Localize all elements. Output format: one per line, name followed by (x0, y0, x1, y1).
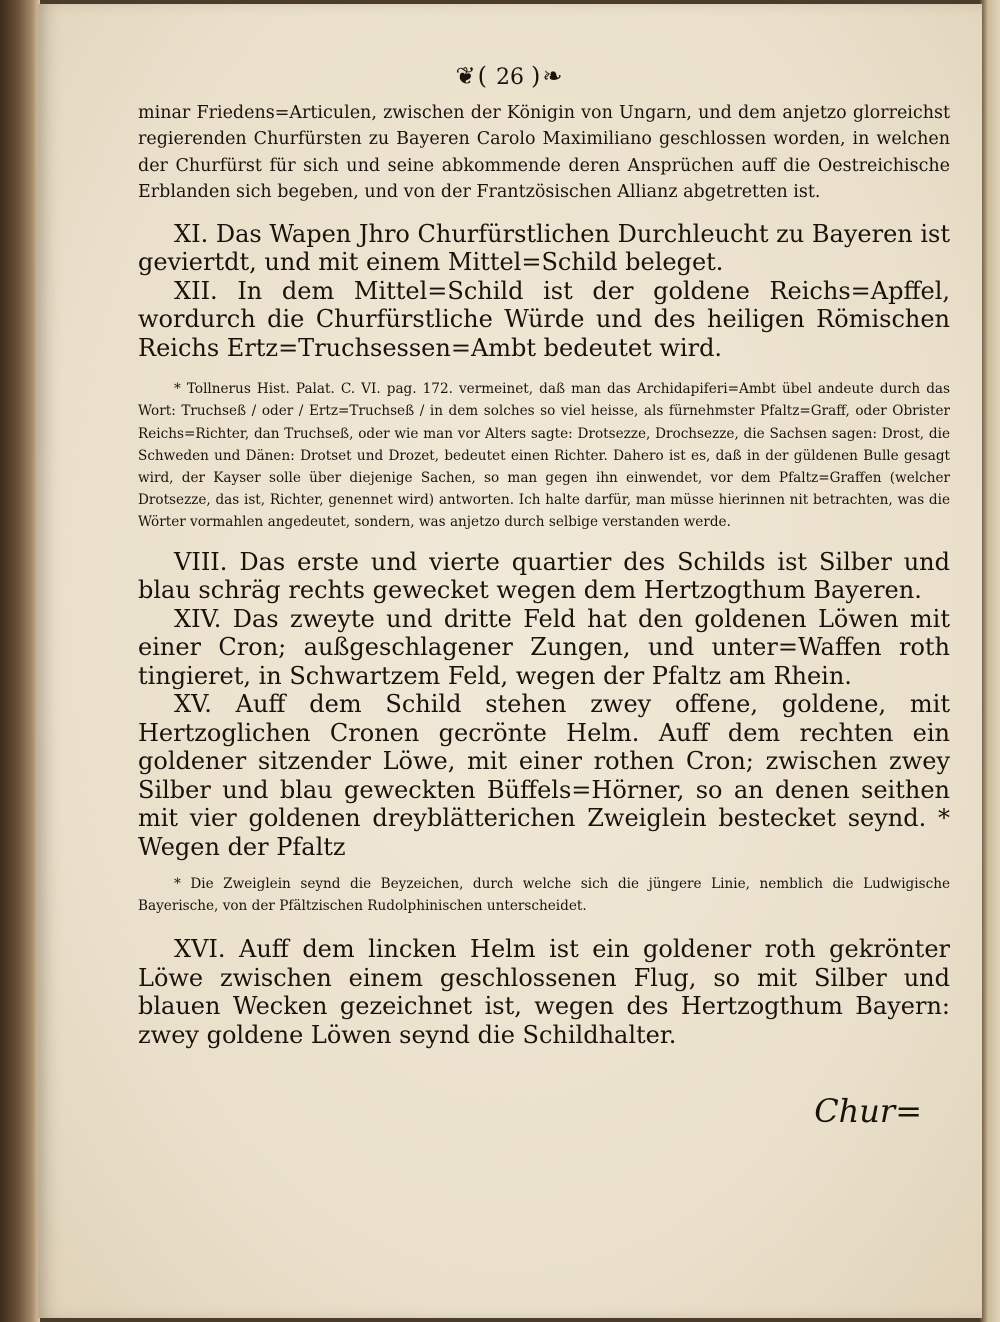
footnote-zweiglein: * Die Zweiglein seynd die Beyzeichen, durch welche sich die jüngere Linie, nemblich die Ludwigische Bayerische, von der Pfältzischen Rudolphinischen unterscheidet. (138, 876, 950, 915)
paragraph-xv: XV. Auff dem Schild stehen zwey offene, goldene, mit Hertzoglichen Cronen gecrönte Helm. Auff dem rechten ein goldener sitzender Löwe, mit einer rothen Cron; zwischen zwey Silber und blau geweckten Büffels=Hörner, so an denen seithen mit vier goldenen dreyblätterichen Zweiglein bestecket seynd. * Wegen der Pfaltz (138, 690, 950, 861)
document-page (38, 4, 982, 1318)
paragraph-viii: VIII. Das erste und vierte quartier des Schilds ist Silber und blau schräg rechts gewecket wegen dem Hertzogthum Bayeren. (138, 547, 950, 605)
book-binding (0, 0, 40, 1322)
paragraph-xvi: XVI. Auff dem lincken Helm ist ein goldener roth gekrönter Löwe zwischen einem geschlossenen Flug, so mit Silber und blauen Wecken gezeichnet ist, wegen des Hertzogthum Bayern: zwey goldene Löwen seynd die Schildhalter. (138, 935, 950, 1049)
paragraph-xiv: XIV. Das zweyte und dritte Feld hat den goldenen Löwen mit einer Cron; außgeschlagener Zungen, und unter=Waffen roth tingieret, in Schwartzem Feld, wegen der Pfaltz am Rhein. (138, 604, 950, 690)
paragraph-xi: XI. Das Wapen Jhro Churfürstlichen Durchleucht zu Bayeren ist geviertdt, und mit einem Mittel=Schild beleget. (138, 219, 950, 277)
paragraph-xii: XII. In dem Mittel=Schild ist der goldene Reichs=Apffel, wordurch die Churfürstliche Würde und des heiligen Römischen Reichs Ertz=Truchsessen=Ambt bedeutet wird. (138, 276, 950, 362)
page-header (38, 62, 982, 90)
paragraph-intro: minar Friedens=Articulen, zwischen der Königin von Ungarn, und dem anjetzo glorreichst regierenden Churfürsten zu Bayeren Carolo Maximiliano geschlossen worden, in welchen der Churfürst für sich und seine abkommende deren Ansprüchen auff die Oestreichische Erblanden sich begeben, und von der Frantzösischen Allianz abgetretten ist. (138, 103, 950, 203)
footnote-tollnerus: * Tollnerus Hist. Palat. C. VI. pag. 172. vermeinet, daß man das Archidapiferi=Ambt übel andeute durch das Wort: Truchseß / oder / Ertz=Truchseß / in dem solches so viel heisse, als fürnehmster Pfaltz=Graff, oder Obrister Reichs=Richter, dan Truchseß, oder wie man vor Alters sagte: Drotsezze, Drochsezze, die Sachsen sagen: Drost, die Schweden und Dänen: Drotset und Drozet, bedeutet einen Richter. Dahero ist es, daß in der güldenen Bulle gesagt wird, der Kayser solle über diejenige Sachen, so man gegen ihn einwendet, vor dem Pfaltz=Graffen (welcher Drotsezze, das ist, Richter, genennet wird) antworten. Ich halte darfür, man müsse hierinnen nit betrachten, was die Wörter vormahlen angedeutet, sondern, was anjetzo durch selbige verstanden werde. (138, 381, 950, 531)
ornament-left: ❦( (455, 62, 489, 90)
page-number: 26 (496, 65, 524, 90)
page-body (138, 100, 950, 1049)
catchword: Chur= (814, 1092, 922, 1130)
ornament-right: )❧ (531, 62, 565, 90)
adjacent-page-edge (980, 0, 1000, 1322)
